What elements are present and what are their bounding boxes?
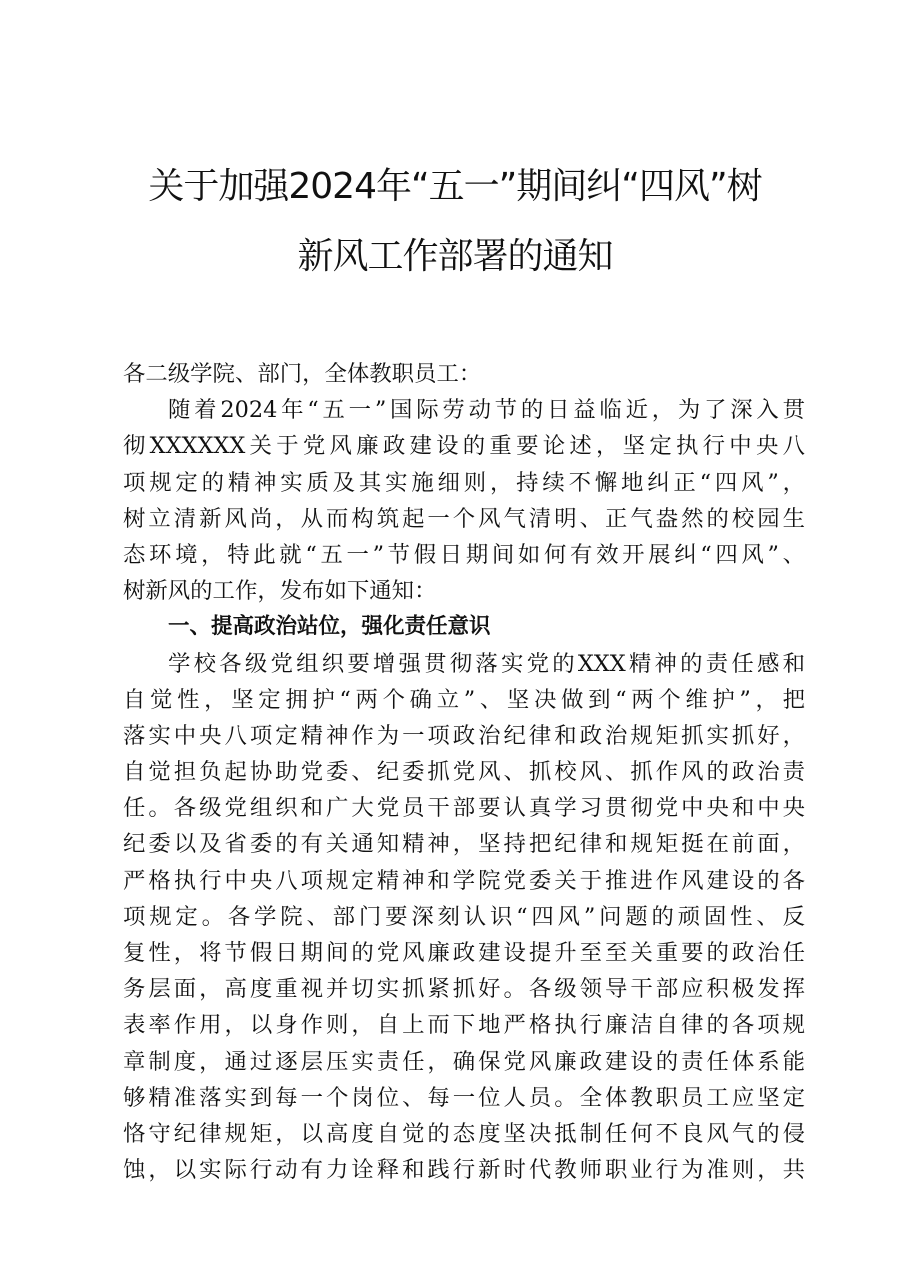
title-line-2: 新风工作部署的通知 xyxy=(297,236,613,277)
intro-line: 项规定的精神实质及其实施细则，持续不懈地纠正“四风”， xyxy=(123,469,805,496)
document-title xyxy=(100,152,810,292)
document-body xyxy=(123,356,805,1188)
section-line: 自觉性，坚定拥护“两个确立”、坚决做到“两个维护”，把 xyxy=(123,686,805,713)
section-line: 落实中央八项定精神作为一项政治纪律和政治规矩抓实抓好， xyxy=(123,722,805,749)
section-line: 学校各级党组织要增强贯彻落实党的XXX精神的责任感和 xyxy=(168,650,805,677)
section-line: 恪守纪律规矩，以高度自觉的态度坚决抵制任何不良风气的侵 xyxy=(123,1120,805,1147)
section-line: 复性，将节假日期间的党风廉政建设提升至至关重要的政治任 xyxy=(123,940,805,966)
section-line: 表率作用，以身作则，自上而下地严格执行廉洁自律的各项规 xyxy=(123,1012,805,1039)
section-line: 够精准落实到每一个岗位、每一位人员。全体教职员工应坚定 xyxy=(123,1084,805,1111)
section-line: 自觉担负起协助党委、纪委抓党风、抓校风、抓作风的政治责 xyxy=(123,759,805,786)
salutation: 各二级学院、部门，全体教职员工： xyxy=(123,361,482,387)
section-line: 任。各级党组织和广大党员干部要认真学习贯彻党中央和中央 xyxy=(123,795,805,822)
section-line: 纪委以及省委的有关通知精神，坚持把纪律和规矩挺在前面， xyxy=(123,831,805,858)
section-line: 项规定。各学院、部门要深刻认识“四风”问题的顽固性、反 xyxy=(123,903,805,930)
intro-line: 随着2024年“五一”国际劳动节的日益临近，为了深入贯 xyxy=(168,397,805,424)
section-line: 蚀，以实际行动有力诠释和践行新时代教师职业行为准则，共 xyxy=(123,1157,805,1184)
intro-line: 彻XXXXXX关于党风廉政建设的重要论述，坚定执行中央八 xyxy=(123,433,805,460)
intro-line: 树立清新风尚，从而构筑起一个风气清明、正气盎然的校园生 xyxy=(123,505,805,532)
section-heading: 一、提高政治站位，强化责任意识 xyxy=(168,614,491,640)
section-line: 务层面，高度重视并切实抓紧抓好。各级领导干部应积极发挥 xyxy=(123,976,805,1003)
title-line-1: 关于加强2024年“五一”期间纠“四风”树 xyxy=(148,166,762,207)
intro-line: 树新风的工作，发布如下通知： xyxy=(123,578,437,605)
section-line: 章制度，通过逐层压实责任，确保党风廉政建设的责任体系能 xyxy=(123,1048,805,1075)
section-line: 严格执行中央八项规定精神和学院党委关于推进作风建设的各 xyxy=(123,867,805,894)
intro-line: 态环境，特此就“五一”节假日期间如何有效开展纠“四风”、 xyxy=(123,541,805,568)
